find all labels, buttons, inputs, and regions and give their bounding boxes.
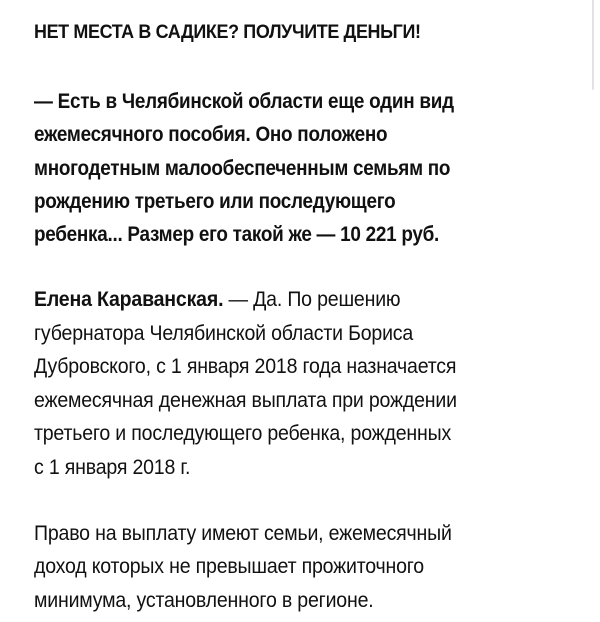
headline: НЕТ МЕСТА В САДИКЕ? ПОЛУЧИТЕ ДЕНЬГИ! xyxy=(34,21,421,43)
question-line: рождению третьего или последующего xyxy=(34,189,396,213)
answer-line: третьего и последующего ребенка, рожденных xyxy=(34,422,452,446)
interview-answer xyxy=(34,283,574,483)
question-line: многодетным малообеспеченным семьям по xyxy=(34,156,451,180)
question-line: ребенка... Размер его такой же — 10 221 руб. xyxy=(34,223,439,247)
eligibility-line: Право на выплату имеют семьи, ежемесячный xyxy=(34,521,452,545)
scroll-indicator[interactable] xyxy=(592,0,594,90)
answer-line: ежемесячная денежная выплата при рождении xyxy=(34,388,457,412)
interview-question xyxy=(34,85,574,251)
eligibility-paragraph xyxy=(34,517,574,617)
question-line: — Есть в Челябинской области еще один вид xyxy=(34,90,454,113)
eligibility-line: доход которых не превышает прожиточного xyxy=(34,555,424,579)
answer-text: — Да. По решению xyxy=(223,288,401,312)
eligibility-line: минимума, установленного в регионе. xyxy=(34,588,374,612)
answer-line: губернатора Челябинской области Бориса xyxy=(34,321,414,345)
answer-first-line xyxy=(34,283,536,316)
question-line: ежемесячного пособия. Оно положено xyxy=(34,123,388,147)
answer-line: с 1 января 2018 г. xyxy=(34,455,191,479)
article xyxy=(34,17,574,617)
answer-line: Дубровского, с 1 января 2018 года назначается xyxy=(34,355,457,379)
speaker-name: Елена Караванская. xyxy=(34,288,224,312)
